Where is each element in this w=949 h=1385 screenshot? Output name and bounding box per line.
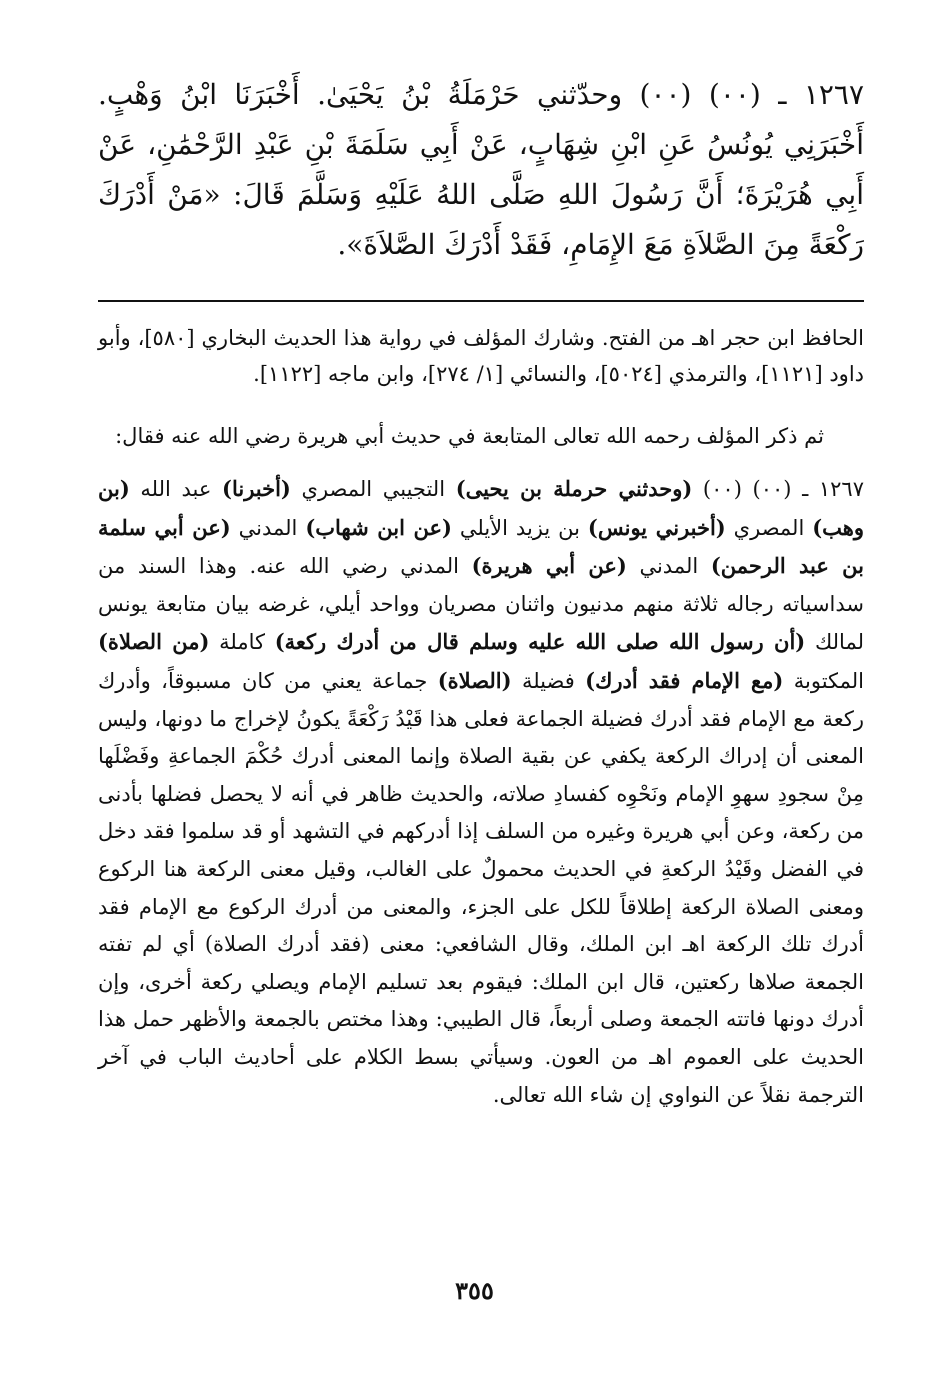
commentary-segment: التجيبي المصري: [290, 477, 456, 501]
page-number: ٣٥٥: [455, 1276, 494, 1305]
footnote-divider: [98, 300, 864, 302]
quoted-phrase: (عن أبي هريرة): [471, 553, 627, 579]
quoted-phrase: (بن وهب): [98, 476, 864, 540]
quoted-phrase: (أن رسول الله صلى الله عليه وسلم قال من أدرك ركعة): [274, 629, 806, 655]
commentary-segment: المصري: [725, 515, 813, 540]
commentary-segment: المدني رضي الله عنه. وهذا السند من سداسياته رجاله ثلاثة منهم مدنيون واثنان مصريان وواحد أيلي، غرضه بيان متابعة يونس لمالك: [98, 554, 864, 655]
previous-note: الحافظ ابن حجر اهـ من الفتح. وشارك المؤلف في رواية هذا الحديث البخاري [٥٨٠]، وأبو داود [١١٢١]، والترمذي [٥٠٢٤]، والنسائي [١/ ٢٧٤]، وابن ماجه [١١٢٢].: [98, 326, 864, 386]
commentary-segment: جماعة يعني من كان مسبوقاً، وأدرك ركعة مع الإمام فقد أدرك فضيلة الجماعة فعلى هذا قَيْدُ رَكْعَةً يكونُ لإخراج ما دونها، وليس المعنى أن إدراك الركعة يكفي عن بقية الصلاة وإنما المعنى أدرك حُكْمَ الجماعةِ وفَضْلَها مِنْ سجودِ سهوِ الإمام ونَحْوِه كفسادِ صلاته، والحديث ظاهر في أنه لا يحصل فضلها بأدنى من ركعة، وعن أبي هريرة وغيره من السلف إذا أدركهم في التشهد أو قد سلموا فقد دخل في الفضل وقَيْدُ الركعةِ في الحديث محمولٌ على الغالب، وقيل معنى الركعة هنا الركوع ومعنى الصلاة الركعة إطلاقاً للكل على الجزء، والمعنى من أدرك الركوع مع الإمام فقد أدرك تلك الركعة اهـ ابن الملك، وقال الشافعي: معنى (فقد أدرك الصلاة) أي لم تفته الجمعة صلاها ركعتين، قال ابن الملك: فيقوم بعد تسليم الإمام ويصلي ركعة أخرى، وإن أدرك دونها فاتته الجمعة وصلى أربعاً، قال الطيبي: وهذا مختص بالجمعة والأظهر حمل هذا الحديث على العموم اهـ من العون. وسيأتي بسط الكلام على أحاديث الباب في آخر الترجمة نقلاً عن النواوي إن شاء الله تعالى.: [98, 668, 865, 1107]
commentary-segment: المكتوبة: [783, 668, 864, 693]
quoted-phrase: (مع الإمام فقد أدرك): [585, 667, 784, 693]
commentary-segment: عبد الله: [129, 477, 223, 501]
commentary-segment: فضيلة: [511, 668, 586, 693]
hadith-number: ١٢٦٧ ـ (٠٠) (٠٠): [692, 477, 864, 501]
quoted-phrase: (وحدثني حرملة بن يحيى): [455, 476, 693, 501]
quoted-phrase: (عن أبي سلمة بن عبد الرحمن): [98, 514, 864, 579]
quoted-phrase: (أخبرني يونس): [587, 514, 726, 540]
commentary-segment: المدني: [230, 515, 306, 540]
quoted-phrase: (الصلاة): [437, 667, 512, 693]
hadith-text: ١٢٦٧ ـ (٠٠) (٠٠) وحدّثني حَرْمَلَةُ بْنُ يَحْيَىٰ. أَخْبَرَنَا ابْنُ وَهْبٍ. أَخْبَرَنِي يُونُسُ عَنِ ابْنِ شِهَابٍ، عَنْ أَبِي سَلَمَةَ بْنِ عَبْدِ الرَّحْمَٰنِ، عَنْ أَبِي هُرَيْرَةَ؛ أَنَّ رَسُولَ اللهِ صَلَّى اللهُ عَلَيْهِ وَسَلَّمَ قَالَ: «مَنْ أَدْرَكَ رَكْعَةً مِنَ الصَّلاَةِ مَعَ الإِمَامِ، فَقَدْ أَدْرَكَ الصَّلاَةَ».: [98, 78, 864, 261]
quoted-phrase: (عن ابن شهاب): [305, 514, 452, 540]
page-content: [98, 70, 864, 1114]
commentary-text: [98, 470, 864, 1114]
commentary-segment: المدني: [626, 554, 711, 579]
commentary-segment: كاملة: [209, 630, 275, 655]
quoted-phrase: (من الصلاة): [98, 629, 210, 655]
quoted-phrase: (أخبرنا): [222, 476, 291, 501]
commentary-intro: ثم ذكر المؤلف رحمه الله تعالى المتابعة في حديث أبي هريرة رضي الله عنه فقال:: [115, 424, 824, 448]
commentary-segment: بن يزيد الأيلي: [451, 515, 588, 540]
